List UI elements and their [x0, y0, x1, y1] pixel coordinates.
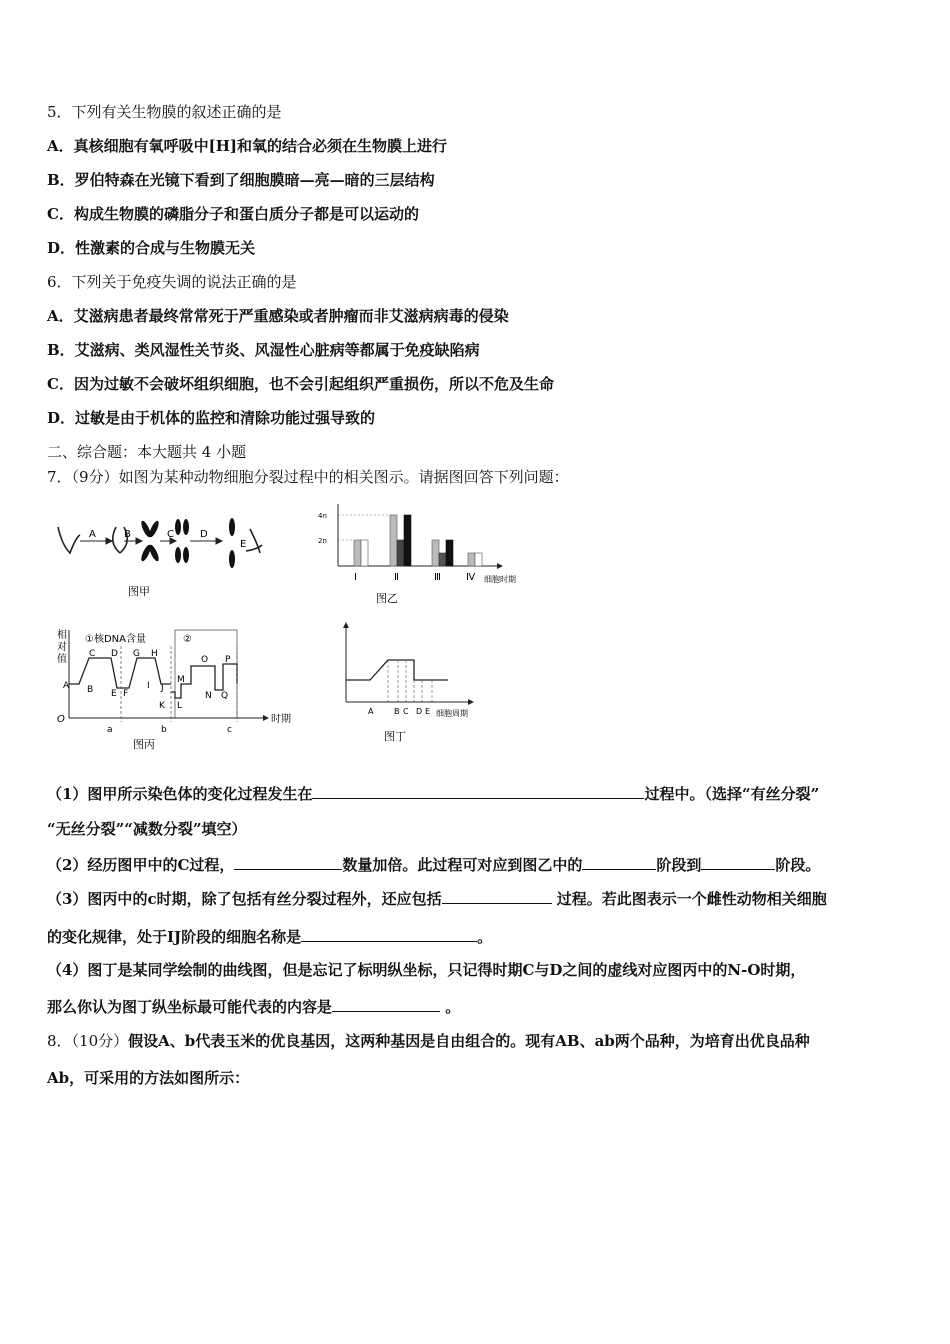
q5-option-b: B．罗伯特森在光镜下看到了细胞膜暗—亮—暗的三层结构: [47, 171, 435, 189]
point-b: B: [87, 685, 94, 695]
q7-sub2: [47, 853, 820, 876]
answer-blank-4[interactable]: [701, 853, 775, 870]
x-tick-b: B: [394, 707, 400, 716]
answer-blank-1[interactable]: [312, 782, 644, 799]
label-c: C: [167, 529, 174, 540]
bar-group-4: [468, 553, 482, 566]
caption-yi: 图乙: [376, 592, 398, 605]
label-b: B: [124, 529, 131, 540]
caption-bing: 图丙: [133, 738, 155, 751]
point-i: I: [147, 681, 150, 691]
q7-sub1-text-2: 过程中。（选择“有丝分裂”: [644, 785, 820, 803]
q7-sub2-text-a: （2）经历图甲中的C过程，: [47, 856, 235, 874]
point-p: P: [225, 655, 231, 665]
q8-text: 假设A、b代表玉米的优良基因，这两种基因是自由组合的。现有AB、ab两个品种，为培育出优良品种: [128, 1032, 810, 1050]
answer-blank-2[interactable]: [234, 853, 342, 870]
x-tick-d: D: [416, 707, 423, 716]
q6-option-d: D．过敏是由于机体的监控和清除功能过强导致的: [47, 409, 376, 427]
q7-sub3: [47, 887, 827, 910]
x-axis-label: 时期: [271, 714, 291, 725]
period-b: b: [161, 725, 167, 735]
point-n: N: [205, 691, 212, 701]
answer-blank-3[interactable]: [582, 853, 656, 870]
point-h: H: [151, 649, 158, 659]
point-m: M: [177, 675, 185, 685]
label-e: E: [240, 539, 247, 550]
q7-sub3-text-c: 的变化规律，处于IJ阶段的细胞名称是: [47, 928, 302, 946]
q7-sub4-text-b: 那么你认为图丁纵坐标最可能代表的内容是: [47, 998, 333, 1016]
q5-option-a: A．真核细胞有氧呼吸中[H]和氧的结合必须在生物膜上进行: [47, 137, 448, 155]
q8-line1: [47, 1030, 810, 1052]
point-d: D: [111, 649, 118, 659]
x-tick-4: Ⅳ: [466, 572, 476, 583]
q7-sub2-text-b: 数量加倍。此过程可对应到图乙中的: [342, 856, 583, 874]
x-tick-e: E: [425, 707, 431, 716]
q6-option-c: C．因为过敏不会破坏组织细胞，也不会引起组织严重损伤，所以不危及生命: [47, 375, 554, 393]
x-tick-2: Ⅱ: [394, 572, 399, 583]
point-g: G: [133, 649, 140, 659]
answer-blank-7[interactable]: [332, 995, 440, 1012]
x-tick-c: C: [403, 707, 409, 716]
dna-curve: [69, 658, 171, 688]
q7-sub3-text-d: 。: [477, 928, 493, 946]
x-axis-label: 细胞周期: [436, 709, 468, 718]
y-label-1: 相: [57, 630, 67, 641]
q6-option-a: A．艾滋病患者最终常常死于严重感染或者肿瘤而非艾滋病病毒的侵染: [47, 307, 509, 325]
point-e: E: [111, 689, 117, 699]
caption-jia: 图甲: [128, 585, 150, 598]
q5-option-d: D．性激素的合成与生物膜无关: [47, 239, 256, 257]
y-label-2: 对: [57, 642, 67, 653]
figure-bing: [55, 626, 291, 751]
figure-ding: [336, 620, 496, 750]
answer-blank-5[interactable]: [442, 887, 552, 904]
q7-sub4: （4）图丁是某同学绘制的曲线图，但是忘记了标明纵坐标，只记得时期C与D之间的虚线对应图丙中的N-O时期，: [47, 961, 806, 979]
daughter-chromatin: [246, 529, 262, 553]
legend-2: ②: [183, 634, 192, 645]
point-a: A: [63, 681, 70, 691]
x-tick-3: Ⅲ: [434, 572, 441, 583]
chromatids-separated: [229, 518, 235, 568]
bar-group-3: [432, 540, 453, 566]
legend-dna: ①核DNA含量: [85, 634, 146, 645]
q6-stem: 6．下列关于免疫失调的说法正确的是: [47, 273, 297, 291]
point-o: O: [201, 655, 209, 665]
q5-stem: 5．下列有关生物膜的叙述正确的是: [47, 103, 282, 121]
q7-sub3-line2: [47, 925, 492, 948]
caption-ding: 图丁: [384, 730, 406, 743]
q7-sub1-line2: “无丝分裂”“减数分裂”填空）: [47, 820, 247, 838]
q7-sub4-text-c: 。: [440, 998, 461, 1016]
q7-sub2-text-d: 阶段。: [775, 856, 821, 874]
q7-sub3-text-b: 过程。若此图表示一个雌性动物相关细胞: [551, 890, 827, 908]
bar-group-1: [354, 540, 368, 566]
q8-number: 8．（10分）: [47, 1032, 129, 1050]
q7-sub4-line2: [47, 995, 460, 1018]
point-c: C: [89, 649, 96, 659]
q7-sub1: [47, 782, 819, 805]
q8-line2: Ab，可采用的方法如图所示：: [47, 1069, 250, 1087]
point-f: F: [123, 689, 129, 699]
q7-stem: 7．（9分）如图为某种动物细胞分裂过程中的相关图示。请据图回答下列问题：: [47, 468, 569, 486]
x-axis-label: 细胞时期: [484, 575, 516, 584]
label-d: D: [200, 529, 208, 540]
answer-blank-6[interactable]: [301, 925, 477, 942]
x-tick-a: A: [368, 707, 374, 716]
q7-sub2-text-c: 阶段到: [656, 856, 702, 874]
y-label-3: 值: [57, 654, 67, 665]
y-tick-4n: 4n: [318, 512, 327, 520]
point-q: Q: [221, 691, 229, 701]
origin-label: O: [57, 714, 65, 725]
q7-sub1-text: （1）图甲所示染色体的变化过程发生在: [47, 785, 313, 803]
section-heading: 二、综合题：本大题共 4 小题: [47, 443, 247, 461]
q7-sub3-text-a: （3）图丙中的c时期，除了包括有丝分裂过程外，还应包括: [47, 890, 442, 908]
point-j: J: [161, 683, 164, 693]
q5-option-c: C．构成生物膜的磷脂分子和蛋白质分子都是可以运动的: [47, 205, 419, 223]
y-tick-2n: 2n: [318, 537, 327, 545]
x-tick-1: Ⅰ: [354, 572, 357, 583]
period-c: c: [227, 725, 232, 735]
figure-yi: [312, 500, 537, 610]
curve: [346, 660, 448, 680]
period-a: a: [107, 725, 113, 735]
label-a: A: [89, 529, 96, 540]
figure-jia: [50, 515, 275, 605]
point-l: L: [177, 701, 183, 711]
point-k: K: [159, 701, 165, 711]
q6-option-b: B．艾滋病、类风湿性关节炎、风湿性心脏病等都属于免疫缺陷病: [47, 341, 480, 359]
chromatin-strand: [58, 527, 80, 553]
bar-group-2: [390, 515, 411, 566]
